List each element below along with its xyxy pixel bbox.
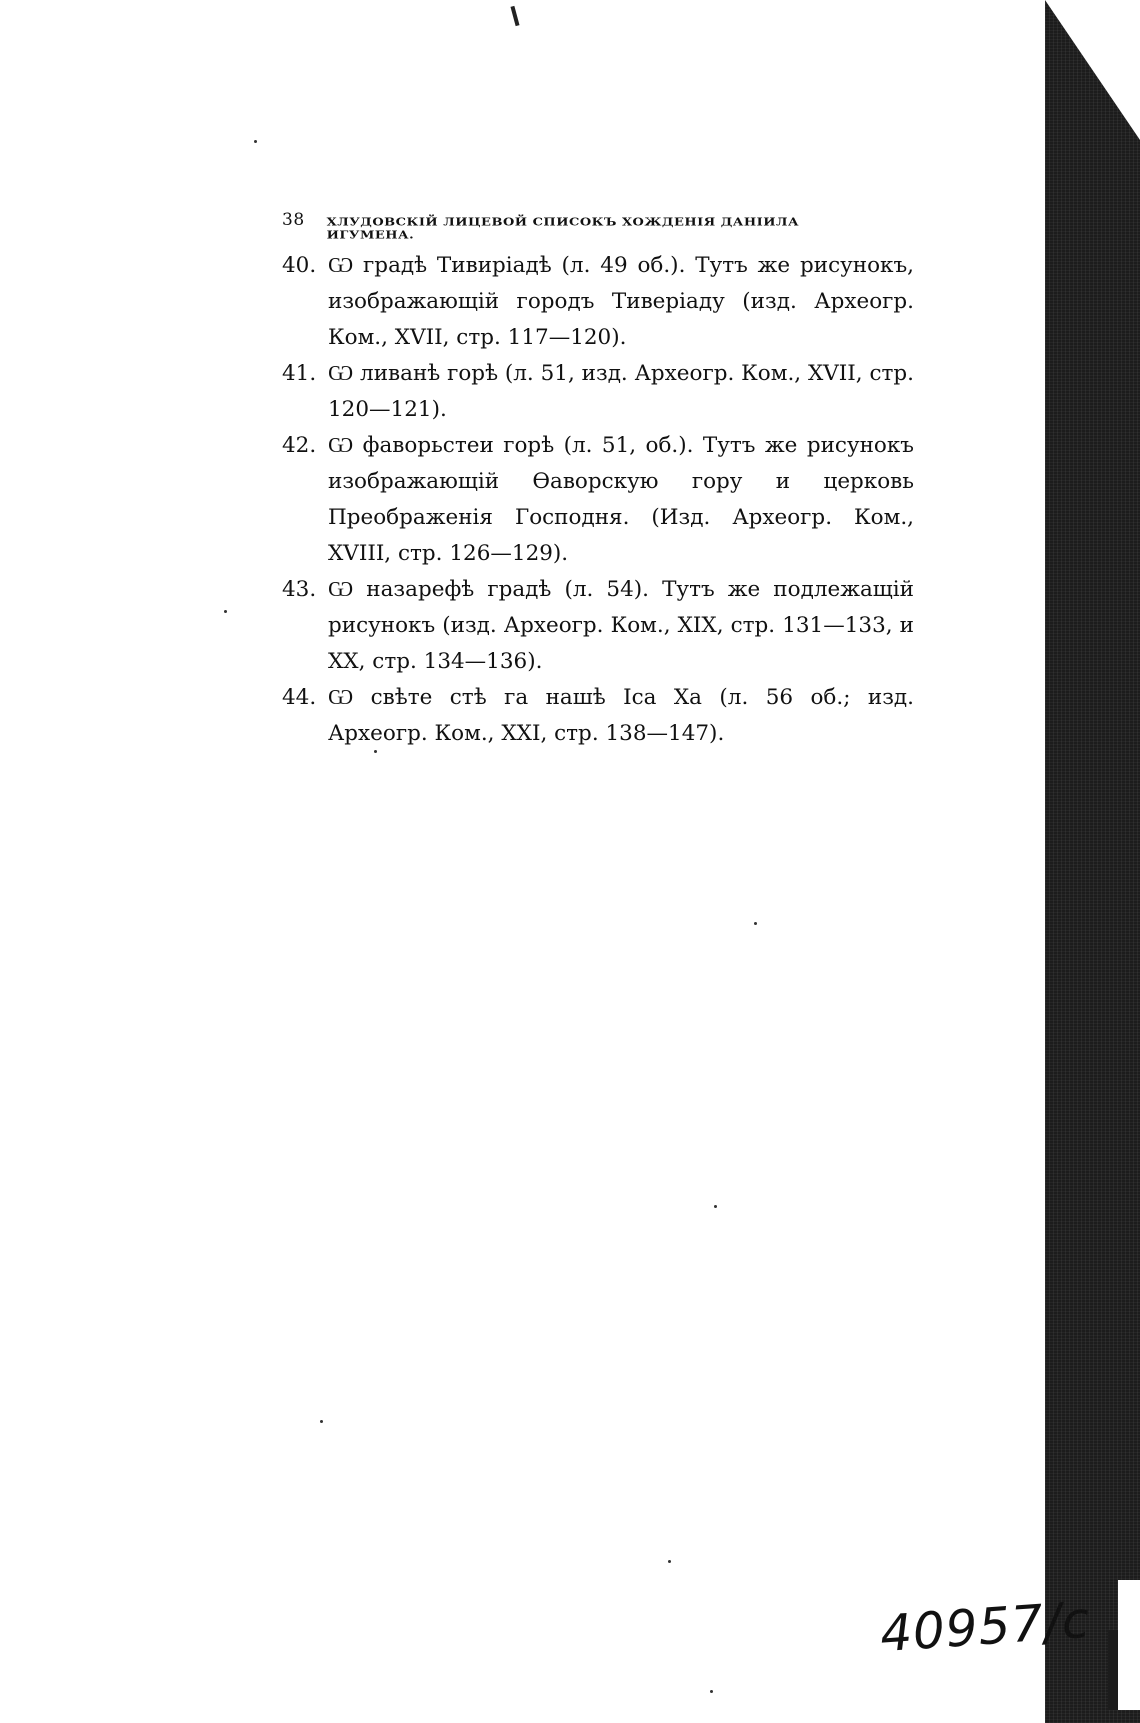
book-edge-notch-inner (1108, 1630, 1118, 1710)
book-edge (1045, 0, 1140, 1723)
running-head (282, 210, 842, 244)
running-title: ХЛУДОВСКІЙ ЛИЦЕВОЙ СПИСОКЪ ХОЖДЕНІЯ ДАНІИЛА ИГУМЕНА. (326, 216, 800, 242)
scan-speck (320, 1420, 323, 1423)
entry-number: 41. (282, 361, 317, 386)
page-number: 38 (282, 210, 305, 230)
scan-speck (374, 750, 377, 753)
entry-text: Ѡ ливанѣ горѣ (л. 51, изд. Археогр. Ком., XVII, стр. 120—121). (328, 361, 914, 422)
scan-speck (254, 140, 257, 143)
scan-speck (668, 1560, 671, 1563)
scan-speck (710, 1690, 713, 1693)
book-edge-notch (1118, 1580, 1140, 1710)
list-item (282, 428, 914, 572)
entry-list (282, 248, 914, 752)
entry-number: 43. (282, 577, 317, 602)
entry-number: 44. (282, 685, 317, 710)
list-item (282, 248, 914, 356)
scan-speck (224, 610, 227, 613)
entry-text: Ѡ назарефѣ градѣ (л. 54). Тутъ же подлежащій рисунокъ (изд. Археогр. Ком., XIX, стр. 131—133, и XX, стр. 134—136). (328, 577, 914, 674)
entry-text: Ѡ градѣ Тивиріадѣ (л. 49 об.). Тутъ же рисунокъ, изображающій городъ Тиверіаду (изд. Археогр. Ком., XVII, стр. 117—120). (328, 253, 914, 350)
scan-speck (714, 1205, 717, 1208)
entry-number: 42. (282, 433, 317, 458)
scan-mark (510, 6, 519, 26)
scan-speck (754, 922, 757, 925)
list-item (282, 572, 914, 680)
entry-number: 40. (282, 253, 317, 278)
book-edge-corner (1045, 0, 1140, 140)
list-item (282, 356, 914, 428)
list-item (282, 680, 914, 752)
handwritten-inventory-number: 40957/c (878, 1590, 1093, 1664)
entry-text: Ѡ фаворьстеи горѣ (л. 51, об.). Тутъ же рисунокъ изображающій Ѳаворскую гору и церковь Преображенія Господня. (Изд. Археогр. Ком., XVIII, стр. 126—129). (328, 433, 914, 566)
entry-text: Ѡ свѣте стѣ га нашѣ Іса Ха (л. 56 об.; изд. Археогр. Ком., XXI, стр. 138—147). (328, 685, 914, 746)
